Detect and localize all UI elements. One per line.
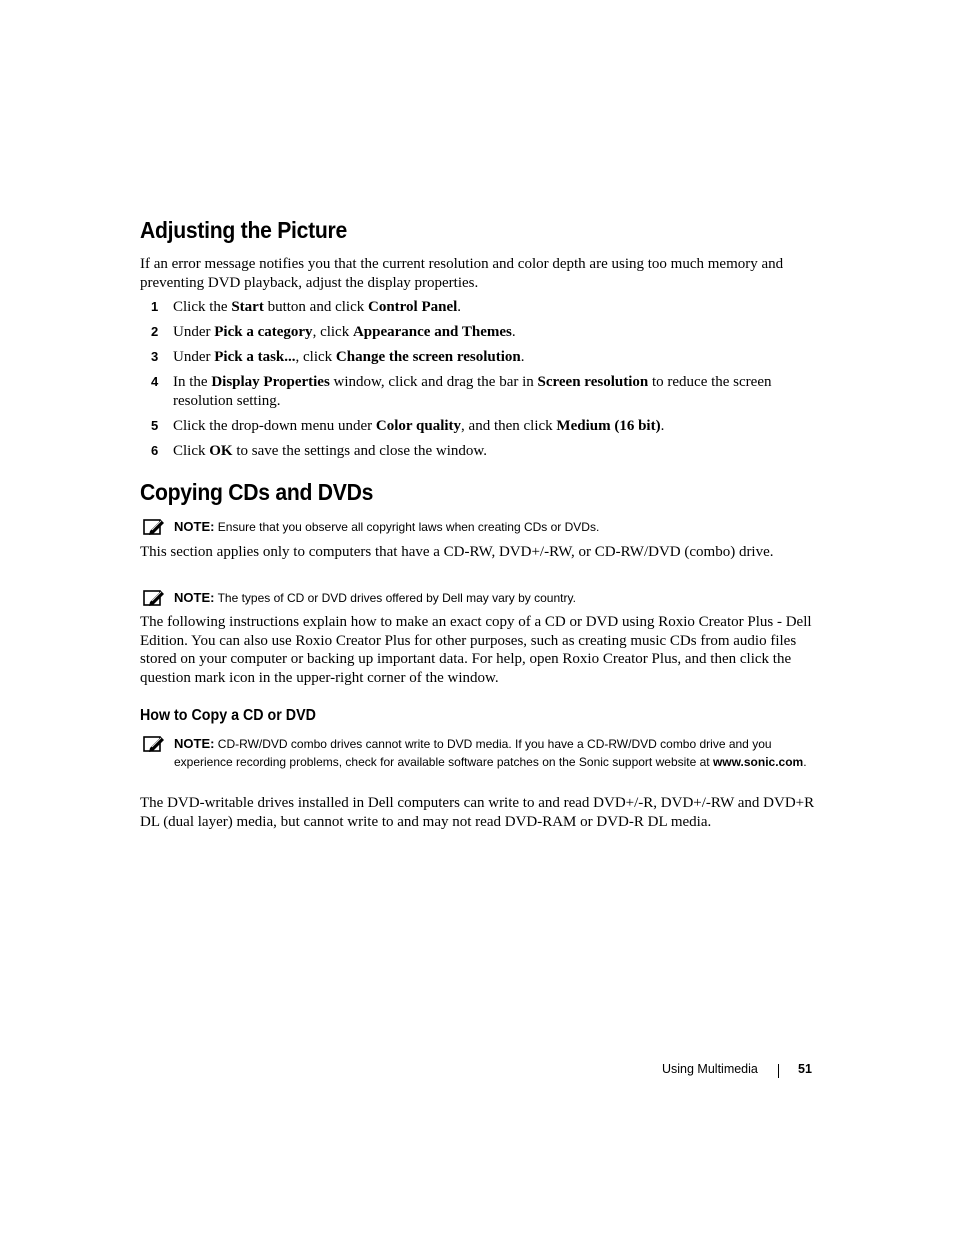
footer-divider <box>778 1064 779 1078</box>
step-text: to save the settings and close the window. <box>232 442 487 459</box>
ui-term: Change the screen resolution <box>335 349 521 365</box>
ui-term: Screen resolution <box>537 374 649 390</box>
step-text: . <box>457 299 462 315</box>
heading-copying-cds: Copying CDs and DVDs <box>140 479 374 505</box>
ui-term: Start <box>231 299 264 315</box>
pencil-note-icon <box>143 589 165 607</box>
step-number: 5 <box>151 417 159 433</box>
step-text: Under <box>173 349 215 365</box>
step-item <box>140 442 815 461</box>
step-text: In the <box>173 374 212 390</box>
note-end: . <box>803 755 807 769</box>
para-applies: This section applies only to computers that have a CD-RW, DVD+/-RW, or CD-RW/DVD (combo) drive. <box>140 544 774 560</box>
ui-term: Color quality <box>375 417 462 434</box>
intro-block <box>140 255 815 292</box>
step-number: 4 <box>151 374 159 389</box>
step-text: Click the <box>173 299 232 315</box>
step-text: . <box>511 324 516 340</box>
step-text: . <box>660 417 665 434</box>
note-text: CD-RW/DVD combo drives cannot write to DVD media. If you have a CD-RW/DVD combo drive and you experience recording problems, check for available software patches on the Sonic support website at <box>174 737 772 769</box>
ui-term: Appearance and Themes <box>352 324 512 340</box>
para-applies-block <box>140 543 815 562</box>
step-number: 1 <box>151 299 159 314</box>
step-item <box>140 417 815 436</box>
sonic-website-link[interactable]: www.sonic.com <box>712 755 804 769</box>
note-label: NOTE: <box>174 590 215 605</box>
para-dvd-writable-block <box>140 794 815 831</box>
step-item <box>140 348 815 367</box>
heading-adjusting-picture: Adjusting the Picture <box>140 217 347 243</box>
heading-how-to-copy: How to Copy a CD or DVD <box>140 707 316 724</box>
para-dvd-writable: The DVD-writable drives installed in Dell computers can write to and read DVD+/-R, DVD+/-RW and DVD+R DL (dual layer) media, but cannot write to and may not read DVD-RAM or DVD-R DL media. <box>140 795 815 830</box>
note-combo-drives <box>140 735 815 771</box>
para-instructions-block <box>140 613 815 687</box>
ui-term: OK <box>209 442 233 459</box>
step-text: Click the drop-down menu under <box>173 417 376 434</box>
note-text: Ensure that you observe all copyright laws when creating CDs or DVDs. <box>214 520 600 534</box>
page-footer <box>662 1062 812 1076</box>
step-item <box>140 298 815 317</box>
intro-paragraph: If an error message notifies you that the current resolution and color depth are using too much memory and preventing DVD playback, adjust the display properties. <box>140 256 784 291</box>
step-text: , click <box>295 349 336 365</box>
step-item <box>140 323 815 342</box>
step-text: to reduce the screen resolution setting. <box>173 374 772 409</box>
step-item <box>140 373 815 410</box>
note-drive-types <box>140 589 815 607</box>
section-copying <box>140 479 815 506</box>
pencil-note-icon <box>143 735 165 753</box>
step-text: Click <box>173 442 210 459</box>
footer-section-name: Using Multimedia <box>662 1062 758 1076</box>
steps-block <box>140 298 815 467</box>
note-label: NOTE: <box>174 736 215 751</box>
note-label: NOTE: <box>174 519 215 534</box>
step-text: , and then click <box>461 417 557 434</box>
step-text: , click <box>312 324 353 340</box>
step-text: button and click <box>263 299 368 315</box>
ui-term: Medium (16 bit) <box>556 417 661 434</box>
ui-term: Control Panel <box>367 299 458 315</box>
ui-term: Pick a category <box>214 324 313 340</box>
step-text: . <box>520 349 525 365</box>
section-adjusting-picture <box>140 217 815 244</box>
steps-list <box>140 298 815 460</box>
ui-term: Pick a task... <box>214 349 296 365</box>
step-number: 6 <box>151 442 159 458</box>
section-how-to-copy <box>140 707 815 725</box>
para-instructions: The following instructions explain how to make an exact copy of a CD or DVD using Roxio Creator Plus - Dell Edition. You can also use Roxio Creator Plus for other purposes, such as creating music CDs from audio files stored on your computer or backing up important data. For help, open Roxio Creator Plus, and then click the question mark icon in the upper-right corner of the window. <box>140 614 812 686</box>
pencil-note-icon <box>143 518 165 536</box>
step-text: window, click and drag the bar in <box>329 374 538 390</box>
step-number: 2 <box>151 324 159 339</box>
note-copyright <box>140 518 815 536</box>
step-number: 3 <box>151 349 159 364</box>
page-number: 51 <box>798 1062 812 1076</box>
note-text: The types of CD or DVD drives offered by Dell may vary by country. <box>214 591 576 605</box>
step-text: Under <box>173 324 215 340</box>
ui-term: Display Properties <box>211 374 330 390</box>
